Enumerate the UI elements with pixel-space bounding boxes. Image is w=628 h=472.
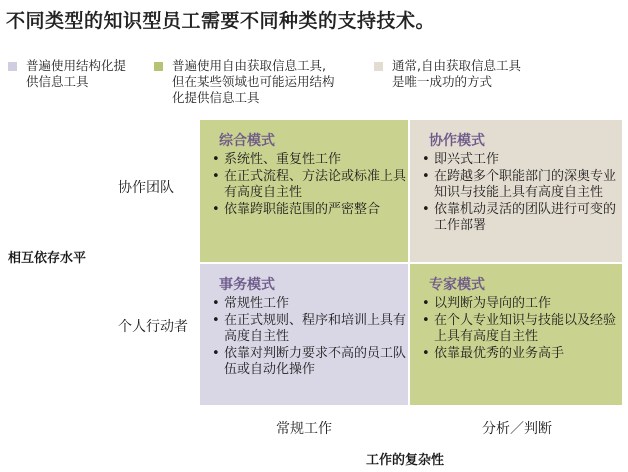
bullet-item: • 在正式规则、程序和培训上具有高度自主性 [212,313,408,346]
bullet-item: • 依靠机动灵活的团队进行可变的工作部署 [422,202,622,235]
bullet-item: • 以判断为导向的工作 [422,296,622,313]
row-label-collaboration: 协作团队 [118,180,174,196]
legend-swatch-lavender-icon [8,62,17,71]
quadrant-collaboration-model [410,120,622,262]
quadrant-integration-model [200,120,408,262]
legend-item-mixed [154,58,335,106]
quadrant-transaction-model [200,264,408,405]
bullet-item: • 在正式流程、方法论或标准上具有高度自主性 [212,169,408,202]
legend-item-free-access [374,58,521,90]
legend-text: 普遍使用结构化提 供信息工具 [26,58,127,89]
quadrant-title: 专家模式 [429,277,485,293]
bullet-item: • 依靠对判断力要求不高的员工队伍或自动化操作 [212,346,408,379]
legend-swatch-green-icon [154,62,163,71]
quadrant-title: 综合模式 [219,133,275,149]
column-label-routine: 常规工作 [276,421,332,437]
row-label-individual: 个人行动者 [118,319,188,335]
legend-item-structured [8,58,126,90]
legend-text: 普遍使用自由获取信息工具, 但在某些领域也可能运用结构 化提供信息工具 [172,58,335,105]
bullet-item: • 常规性工作 [212,296,408,313]
quadrant-bullets [212,296,408,379]
bullet-item: • 依靠跨职能范围的严密整合 [212,202,408,219]
bullet-item: • 系统性、重复性工作 [212,152,408,169]
legend-swatch-beige-icon [374,62,383,71]
quadrant-title: 事务模式 [219,277,275,293]
legend-text: 通常,自由获取信息工具 是唯一成功的方式 [392,58,521,89]
column-label-analysis: 分析／判断 [482,421,552,437]
bullet-item: • 即兴式工作 [422,152,622,169]
y-axis-label: 相互依存水平 [8,251,87,266]
bullet-item: • 在个人专业知识与技能以及经验上具有高度自主性 [422,313,622,346]
quadrant-bullets [422,152,622,235]
bullet-item: • 依靠最优秀的业务高手 [422,346,622,363]
quadrant-expert-model [410,264,622,405]
diagram-title: 不同类型的知识型员工需要不同种类的支持技术。 [6,10,436,32]
quadrant-bullets [212,152,408,218]
x-axis-label: 工作的复杂性 [366,453,445,468]
quadrant-bullets [422,296,622,362]
bullet-item: • 在跨越多个职能部门的深奥专业知识与技能上具有高度自主性 [422,169,622,202]
quadrant-title: 协作模式 [429,133,485,149]
